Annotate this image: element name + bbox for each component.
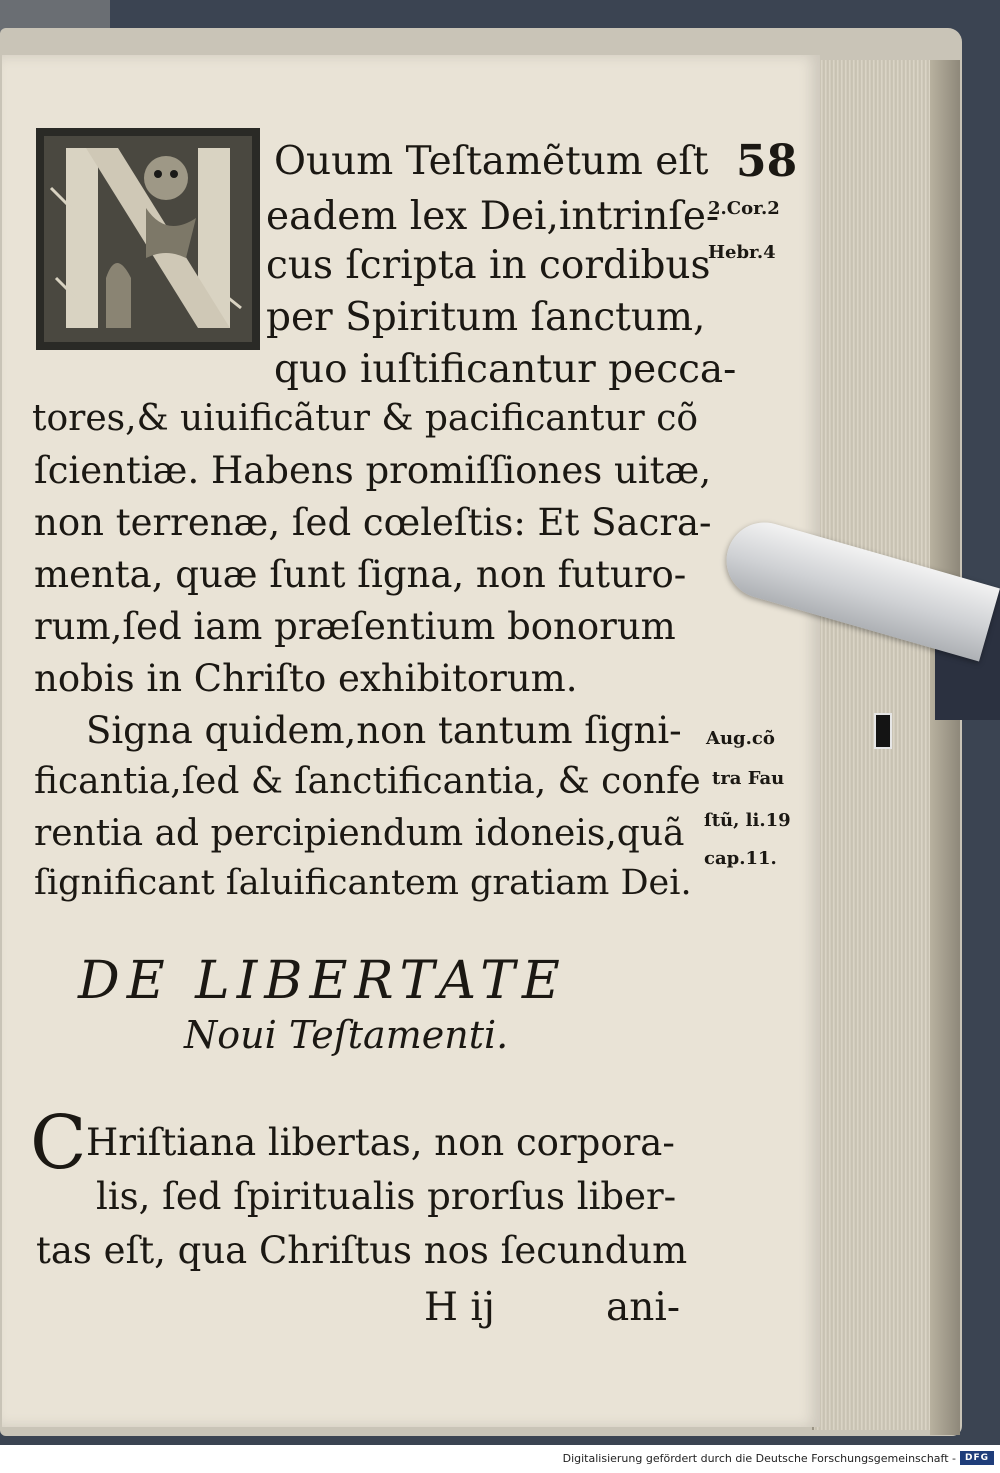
decorated-initial-n xyxy=(36,128,260,350)
book-fore-edge xyxy=(930,60,960,1435)
margin-note: 2.Cor.2 xyxy=(708,198,780,219)
signature-mark: H ij xyxy=(424,1285,495,1330)
text-line: ſignificant ſaluificantem gratiam Dei. xyxy=(34,863,692,903)
margin-note: ſtũ, li.19 xyxy=(704,810,791,831)
footer-credit: Digitalisierung gefördert durch die Deutsche Forschungsgemeinschaft - xyxy=(562,1452,956,1465)
section-subheading: Noui Teſtamenti. xyxy=(184,1013,509,1057)
text-line: eadem lex Dei,intrinſe- xyxy=(266,194,720,239)
text-line: Hriſtiana libertas, non corpora- xyxy=(86,1121,675,1164)
text-line: cus ſcripta in cordibus xyxy=(266,243,711,288)
text-line: per Spiritum ſanctum, xyxy=(266,295,706,340)
text-line: Signa quidem,non tantum ſigni- xyxy=(86,709,682,752)
text-line: Ouum Teſtamẽtum eſt xyxy=(274,139,709,184)
drop-capital: C xyxy=(30,1100,87,1186)
woodcut-illustration-icon xyxy=(36,128,260,350)
page-tab-marker xyxy=(874,713,892,749)
folio-number: 58 xyxy=(736,136,798,187)
text-line: menta, quæ ſunt ſigna, non futuro- xyxy=(34,553,687,596)
text-line: nobis in Chriſto exhibitorum. xyxy=(34,657,578,700)
text-line: lis, ſed ſpiritualis prorſus liber- xyxy=(96,1175,677,1218)
text-line: tas eſt, qua Chriſtus nos ſecundum xyxy=(36,1229,688,1272)
margin-note: cap.11. xyxy=(704,848,777,869)
text-line: non terrenæ, ſed cœleſtis: Et Sacra- xyxy=(34,501,712,544)
text-line: ficantia,ſed & ſanctificantia, & confe xyxy=(34,761,701,802)
footer-bar xyxy=(0,1445,1000,1473)
text-line: rum,ſed iam præſentium bonorum xyxy=(34,605,676,648)
margin-note: tra Fau xyxy=(712,768,785,789)
margin-note: Aug.cõ xyxy=(706,728,775,749)
section-heading: DE LIBERTATE xyxy=(78,951,567,1011)
text-line: ſcientiæ. Habens promiſſiones uitæ, xyxy=(34,449,712,492)
catchword: ani- xyxy=(606,1285,681,1330)
text-line: rentia ad percipiendum idoneis,quã xyxy=(34,813,685,854)
margin-note: Hebr.4 xyxy=(708,242,776,263)
text-line: quo iuſtificantur pecca- xyxy=(274,347,737,392)
dfg-logo: DFG xyxy=(960,1451,994,1465)
text-line: tores,& uiuificãtur & pacificantur cõ xyxy=(32,398,699,439)
